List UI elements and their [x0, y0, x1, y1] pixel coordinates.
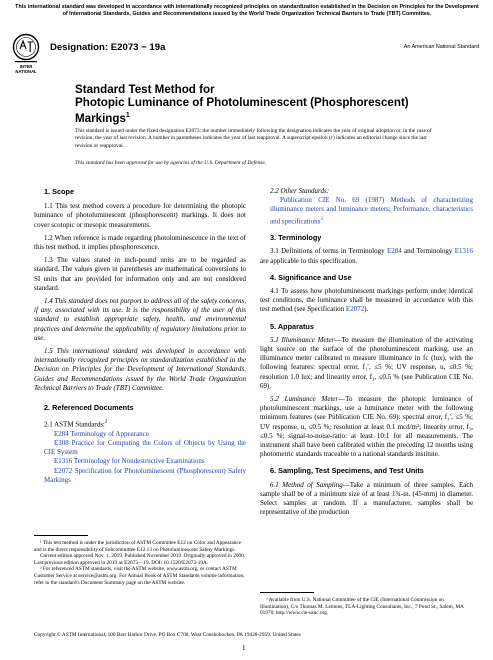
link-e2072[interactable]: E2072 [345, 305, 365, 314]
left-column [34, 187, 246, 485]
footnote-1b: Current edition approved Nov. 1, 2019. Published November 2019. Originally approved in 2000. Last previous edition approved in 2019 as E2073 – 19. DOI: 10.1520/E2073-19A. [34, 553, 246, 566]
section-1-heading: 1. Scope [44, 187, 75, 196]
ref-cie-69[interactable]: Publication CIE No. 69 (1987) Methods of characterizing illuminance meters and luminance meters; Performance, characteristics and specifications$^3$ [270, 196, 473, 225]
para-3-1: 3.1 Definitions of terms in Terminology E284 and Terminology E1316 are applicable to this specification. [260, 247, 473, 265]
publisher-note: An American National Standard [403, 44, 479, 50]
section-5-heading: 5. Apparatus [270, 321, 314, 331]
copyright: Copyright © ASTM International, 100 Barr Harbor Drive, PO Box C700, West Conshohocken, PA 19428-2959. United States [34, 632, 301, 638]
para-4-1: 4.1 To assess how photoluminescent markings perform under identical test conditions, the luminance shall be measured in accordance with this test method (see Specification E2072). [260, 286, 473, 314]
para-2-2: 2.2 Other Standards: [270, 187, 330, 195]
svg-text:INTER: INTER [19, 64, 33, 69]
tbt-notice: This international standard was developed in accordance with internationally recognized principles on standardization established in the Decision on Principles for the Development of International Standards, Guides and Recommendations issued by the World Trade Organization Technical Barriers to Trade (TBT) Committee. [15, 4, 479, 17]
footnote-3: ³ Available from U.S. National Committee of the CIE (International Commission on Illumination), C/o Thomas M. Lemons, TLA-Lighting Consultants, Inc., 7 Pond St., Salem, MA 01970, http://www.cie-usnc.org. [260, 597, 464, 617]
section-3-heading: 3. Terminology [270, 233, 322, 243]
section-6-heading: 6. Sampling, Test Specimens, and Test Units [270, 466, 424, 476]
ref-e308[interactable]: E308 Practice for Computing the Colors of Objects by Using the CIE System [44, 439, 247, 457]
para-2-1: 2.1 ASTM Standards:$^2$ [44, 420, 108, 429]
section-2-heading: 2. Referenced Documents [44, 403, 134, 413]
title-line-2: Photopic Luminance of Photoluminescent (Phosphorescent) Markings$^1$ [75, 96, 409, 125]
footnote-separator-left [34, 535, 88, 536]
para-1-2: 1.2 When reference is made regarding photoluminescence in the text of this test method, it implies phosphorescence. [34, 233, 246, 252]
footnote-2: ² For referenced ASTM standards, visit the ASTM website, www.astm.org, or contact ASTM Customer Service at service@astm.org. For Annual Book of ASTM Standards volume information, refer to the standard's Document Summary page on the ASTM website. [34, 566, 245, 586]
ref-e284[interactable]: E284 Terminology of Appearance [54, 429, 149, 438]
ref-e2072[interactable]: E2072 Specification for Photoluminescent (Phosphorescent) Safety Markings [44, 466, 247, 484]
para-6-1: 6.1 Method of Sampling—Take a minimum of three samples. Each sample shall be of a minimum size of at least 1¾-in. (45-mm) in diameter. Select samples at random. If a manufacturer, samples shall be representative of the production [260, 480, 473, 517]
title-line-1: Standard Test Method for [75, 83, 215, 96]
para-1-5: 1.5 This international standard was developed in accordance with internationally recognized principles on standardization established in the Decision on Principles for the Development of International Standards, Guides and Recommendations issued by the World Trade Organization Technical Barriers to Trade (TBT) Committee. [34, 347, 246, 392]
para-1-4: 1.4 This standard does not purport to address all of the safety concerns, if any, associated with its use. It is the responsibility of the user of this standard to establish appropriate safety, health, and environmental practices and determine the applicability of regulatory limitations prior to use. [34, 297, 246, 342]
para-5-2: 5.2 Luminance Meter—To measure the photopic luminance of photoluminescent markings, use a luminance meter with the following minimum features (see Publication CIE No. 69): spectral error, f₁′, ≤5 %; UV response, u, ≤0.5 %; resolution at least 0.1 mcd/m²; linearity error, f₃, ≤0.5 %; signal-to-noise-ratio: at least 10:1 for all measurements. The instrument shall have been calibrated within the preceding 12 months using photometric standards traceable to a national standards institute. [260, 394, 473, 459]
link-e1316[interactable]: E1316 [454, 247, 473, 256]
designation: Designation: E2073 − 19a [50, 42, 166, 53]
right-column [260, 187, 473, 517]
para-5-1: 5.1 Illuminance Meter—To measure the illumination of the activating light source on the surface of the photoluminescent marking, use an illuminance meter calibrated to measure illuminance in fc (lux), with the following features: spectral error, f₁′, ≤5 %; UV response, u, ≤0.5 %; resolution 1.0 lux; and linearity error, f₃, ≤0.5 % (see Publication CIE No. 69). [260, 335, 473, 390]
link-e284[interactable]: E284 [386, 247, 402, 256]
dod-approval: This standard has been approved for use by agencies of the U.S. Department of Defense. [75, 160, 267, 166]
footnote-1: ¹ This test method is under the jurisdiction of ASTM Committee E12 on Color and Appearance and is the direct responsibility of Subcommittee E12.13 on Photoluminescent Safety Markings. [34, 540, 242, 553]
para-1-3: 1.3 The values stated in inch-pound units are to be regarded as standard. The values given in parentheses are mathematical conversions to SI units that are provided for information only and are not considered standard. [34, 256, 246, 292]
footnote-separator-right [260, 592, 314, 593]
page-number: 1 [242, 644, 246, 652]
designation-explanation: This standard is issued under the fixed designation E2073; the number immediately following the designation indicates the year of original adoption or, in the case of revision, the year of last revision. A number in parentheses indicates the year of last reapproval. A superscript epsilon (ε) indicates an editorial change since the last revision or reapproval. [75, 128, 432, 149]
ref-e1316[interactable]: E1316 Terminology for Nondestructive Examinations [54, 457, 205, 466]
footnotes-right [260, 597, 473, 617]
footnotes-left [34, 540, 246, 586]
section-4-heading: 4. Significance and Use [270, 272, 352, 282]
para-1-1: 1.1 This test method covers a procedure for determining the photopic luminance of photoluminescent (phosphorescent) markings. It does not cover scotopic or mesopic measurements. [34, 202, 246, 229]
astm-logo [12, 33, 40, 81]
svg-text:NATIONAL: NATIONAL [15, 69, 37, 74]
